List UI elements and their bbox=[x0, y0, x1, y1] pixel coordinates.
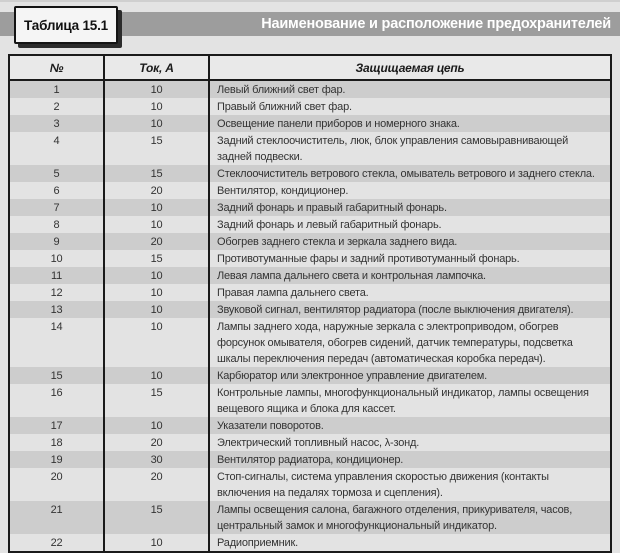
table-row bbox=[9, 199, 611, 216]
fuse-current: 15 bbox=[104, 132, 209, 165]
table-row bbox=[9, 384, 611, 417]
fuse-current: 10 bbox=[104, 301, 209, 318]
fuse-current: 10 bbox=[104, 318, 209, 367]
fuse-number: 11 bbox=[50, 270, 63, 282]
fuse-number: 14 bbox=[50, 321, 63, 333]
fuse-current: 15 bbox=[104, 384, 209, 417]
fuse-number: 10 bbox=[50, 253, 63, 265]
fuse-circuit: Обогрев заднего стекла и зеркала заднего вида. bbox=[209, 233, 611, 250]
fuse-current: 10 bbox=[104, 115, 209, 132]
fuse-circuit: Электрический топливный насос, λ-зонд. bbox=[209, 434, 611, 451]
fuse-circuit: Радиоприемник. bbox=[209, 534, 611, 552]
fuse-number: 13 bbox=[50, 304, 63, 316]
fuse-current: 20 bbox=[104, 468, 209, 501]
fuse-number: 16 bbox=[50, 387, 63, 399]
section-title: Наименование и расположение предохранителей bbox=[261, 16, 611, 32]
fuse-current: 20 bbox=[104, 182, 209, 199]
table-row bbox=[9, 451, 611, 468]
table-row bbox=[9, 132, 611, 165]
fuse-number: 20 bbox=[50, 471, 63, 483]
table-row bbox=[9, 267, 611, 284]
fuse-number: 19 bbox=[50, 454, 63, 466]
fuse-number: 9 bbox=[53, 236, 60, 248]
fuse-circuit: Вентилятор, кондиционер. bbox=[209, 182, 611, 199]
fuse-current: 10 bbox=[104, 199, 209, 216]
fuse-circuit: Освещение панели приборов и номерного знака. bbox=[209, 115, 611, 132]
fuse-table bbox=[8, 54, 612, 553]
fuse-current: 10 bbox=[104, 417, 209, 434]
table-row bbox=[9, 318, 611, 367]
fuse-number: 12 bbox=[50, 287, 63, 299]
fuse-circuit: Контрольные лампы, многофункциональный индикатор, лампы освещения вещевого ящика и блока для кассет. bbox=[209, 384, 611, 417]
fuse-number: 15 bbox=[50, 370, 63, 382]
fuse-number: 2 bbox=[53, 101, 60, 113]
table-row bbox=[9, 417, 611, 434]
fuse-current: 10 bbox=[104, 534, 209, 552]
table-row bbox=[9, 216, 611, 233]
fuse-number: 8 bbox=[53, 219, 60, 231]
fuse-current: 15 bbox=[104, 501, 209, 534]
table-row bbox=[9, 165, 611, 182]
fuse-number: 21 bbox=[50, 504, 63, 516]
fuse-current: 10 bbox=[104, 98, 209, 115]
fuse-circuit: Указатели поворотов. bbox=[209, 417, 611, 434]
table-row bbox=[9, 284, 611, 301]
table-number-label: Таблица 15.1 bbox=[24, 17, 108, 33]
fuse-current: 20 bbox=[104, 434, 209, 451]
table-row bbox=[9, 367, 611, 384]
fuse-circuit: Лампы заднего хода, наружные зеркала с электроприводом, обогрев форсунок омывателя, обогрев сидений, датчик температуры, подсветка шкалы переключения передач (автоматическая коробка передач). bbox=[209, 318, 611, 367]
table-row bbox=[9, 80, 611, 98]
fuse-circuit: Левая лампа дальнего света и контрольная лампочка. bbox=[209, 267, 611, 284]
fuse-current: 10 bbox=[104, 216, 209, 233]
fuse-current: 10 bbox=[104, 284, 209, 301]
fuse-circuit: Задний фонарь и левый габаритный фонарь. bbox=[209, 216, 611, 233]
column-header-number: № bbox=[9, 55, 104, 80]
fuse-number: 22 bbox=[50, 537, 63, 549]
fuse-number: 17 bbox=[50, 420, 63, 432]
fuse-number: 7 bbox=[53, 202, 60, 214]
fuse-circuit: Правый ближний свет фар. bbox=[209, 98, 611, 115]
fuse-current: 15 bbox=[104, 250, 209, 267]
fuse-circuit: Задний фонарь и правый габаритный фонарь. bbox=[209, 199, 611, 216]
table-row bbox=[9, 534, 611, 552]
fuse-number: 18 bbox=[50, 437, 63, 449]
fuse-circuit: Противотуманные фары и задний противотуманный фонарь. bbox=[209, 250, 611, 267]
fuse-circuit: Правая лампа дальнего света. bbox=[209, 284, 611, 301]
table-header-row bbox=[9, 55, 611, 80]
fuse-circuit: Вентилятор радиатора, кондиционер. bbox=[209, 451, 611, 468]
table-number-box bbox=[14, 6, 118, 44]
table-row bbox=[9, 233, 611, 250]
table-row bbox=[9, 115, 611, 132]
fuse-number: 1 bbox=[53, 84, 60, 96]
column-header-current: Ток, А bbox=[104, 55, 209, 80]
fuse-circuit: Стоп-сигналы, система управления скоростью движения (контакты включения на педалях тормоза и сцепления). bbox=[209, 468, 611, 501]
fuse-number: 4 bbox=[53, 135, 60, 147]
fuse-current: 10 bbox=[104, 367, 209, 384]
fuse-circuit: Карбюратор или электронное управление двигателем. bbox=[209, 367, 611, 384]
fuse-circuit: Стеклоочиститель ветрового стекла, омыватель ветрового и заднего стекла. bbox=[209, 165, 611, 182]
fuse-current: 20 bbox=[104, 233, 209, 250]
table-row bbox=[9, 250, 611, 267]
fuse-number: 3 bbox=[53, 118, 60, 130]
column-header-circuit: Защищаемая цепь bbox=[209, 55, 611, 80]
table-row bbox=[9, 301, 611, 318]
fuse-circuit: Левый ближний свет фар. bbox=[209, 80, 611, 98]
fuse-circuit: Звуковой сигнал, вентилятор радиатора (после выключения двигателя). bbox=[209, 301, 611, 318]
table-row bbox=[9, 501, 611, 534]
table-row bbox=[9, 98, 611, 115]
fuse-current: 10 bbox=[104, 267, 209, 284]
fuse-table-body bbox=[9, 80, 611, 552]
fuse-current: 15 bbox=[104, 165, 209, 182]
fuse-number: 6 bbox=[53, 185, 60, 197]
table-row bbox=[9, 434, 611, 451]
fuse-circuit: Лампы освещения салона, багажного отделения, прикуривателя, часов, центральный замок и многофункциональный индикатор. bbox=[209, 501, 611, 534]
table-row bbox=[9, 182, 611, 199]
table-row bbox=[9, 468, 611, 501]
fuse-circuit: Задний стеклоочиститель, люк, блок управления самовыравнивающей задней подвески. bbox=[209, 132, 611, 165]
fuse-current: 10 bbox=[104, 80, 209, 98]
fuse-current: 30 bbox=[104, 451, 209, 468]
fuse-number: 5 bbox=[53, 168, 60, 180]
